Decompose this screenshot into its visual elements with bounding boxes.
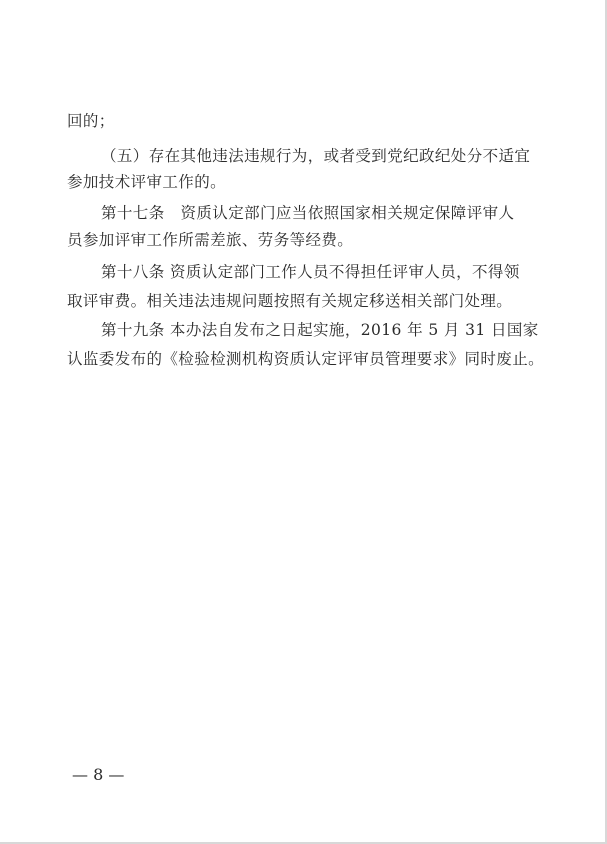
text-line-9: 认监委发布的《检验检测机构资质认定评审员管理要求》同时废止。 — [67, 350, 545, 368]
text-line-1: 回的； — [67, 112, 115, 130]
text-line-8: 第十九条 本办法自发布之日起实施，2016 年 5 月 31 日国家 — [101, 321, 539, 339]
text-line-2: （五）存在其他违法违规行为，或者受到党纪政纪处分不适宜 — [101, 147, 531, 165]
page-number: — 8 — — [72, 765, 125, 784]
text-line-5: 员参加评审工作所需差旅、劳务等经费。 — [67, 231, 354, 249]
text-line-6: 第十八条 资质认定部门工作人员不得担任评审人员，不得领 — [101, 263, 520, 281]
text-line-7: 取评审费。相关违法违规问题按照有关规定移送相关部门处理。 — [67, 292, 513, 310]
text-line-4: 第十七条 资质认定部门应当依照国家相关规定保障评审人 — [101, 204, 515, 222]
text-line-3: 参加技术评审工作的。 — [67, 173, 227, 191]
